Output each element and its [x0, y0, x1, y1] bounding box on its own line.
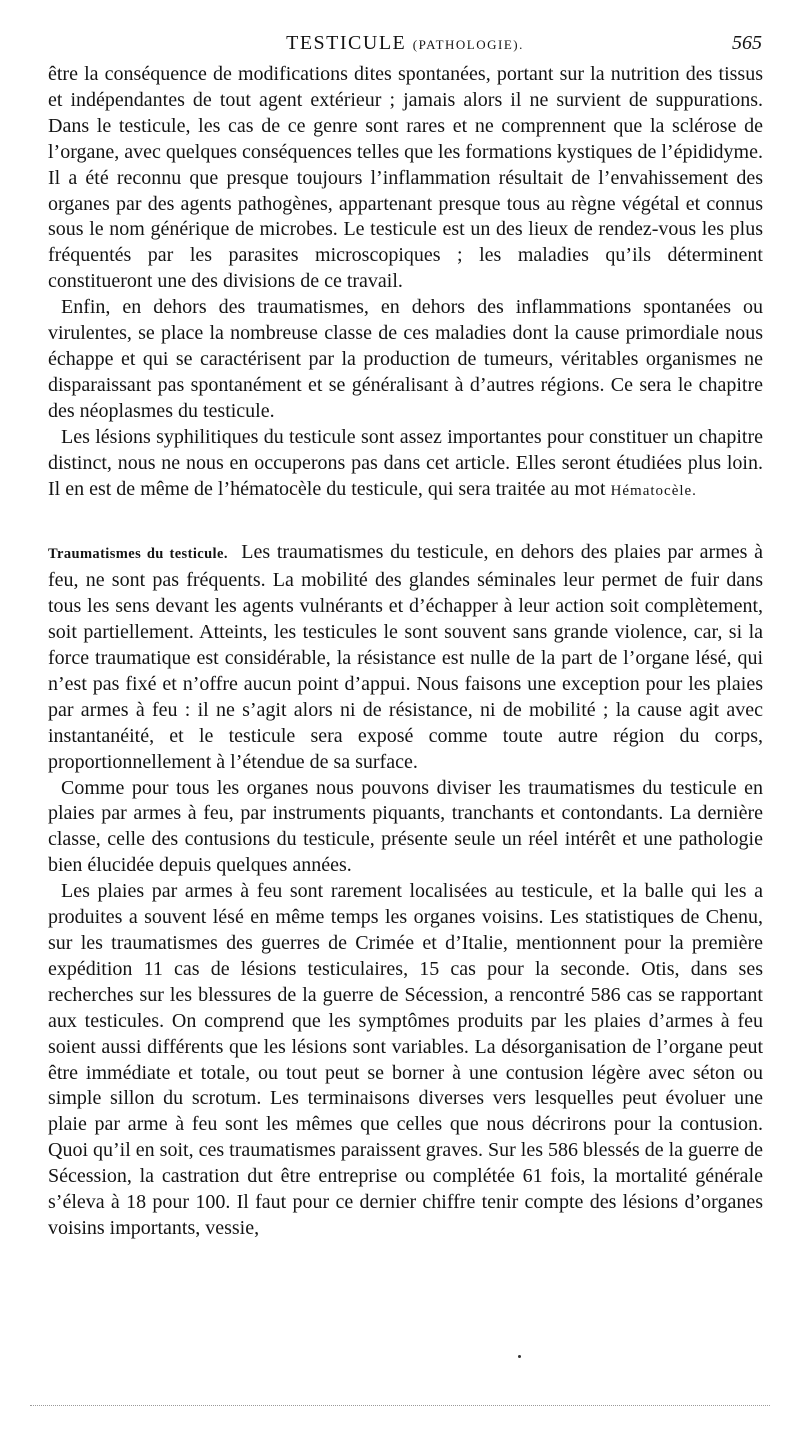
section-gap — [48, 504, 763, 540]
header-subtitle: (PATHOLOGIE). — [412, 37, 524, 52]
cross-reference-hematocele: Hématocèle. — [610, 482, 697, 499]
running-header — [48, 28, 762, 58]
print-speck — [518, 1355, 521, 1358]
paragraph-syphilitic-text: Les lésions syphilitiques du testicule sont assez importantes pour constituer un chapitre distinct, nous ne nous en occuperons pas dans cet article. Elles seront étudiées plus loin. Il en est de même de l’hématocèle du testicule, qui sera traitée au mot — [48, 425, 763, 500]
page-number: 565 — [732, 32, 762, 54]
paragraph-traumatismes-text: Les traumatismes du testicule, en dehors des plaies par armes à feu, ne sont pas fréquents. La mobilité des glandes séminales leur permet de fuir dans tous les sens devant les agents vulnérants et d’échapper à leur action soit complètement, soit partiellement. Atteints, les testicules le sont souvent sans grande violence, car, si la force traumatique est considérable, la résistance est nulle de la part de l’organe lésé, qui n’est pas fixé et n’offre aucun point d’appui. Nous faisons une exception pour les plaies par armes à feu : il ne s’agit alors ni de résistance, ni de mobilité ; la cause agit avec instantanéité, et le testicule sera exposé comme toute autre région du corps, proportionnellement à l’étendue de sa surface. — [48, 541, 764, 773]
article-body — [48, 62, 763, 1242]
paragraph-gunshot-wounds: Les plaies par armes à feu sont rarement localisées au testicule, et la balle qui les a produites a souvent lésé en même temps les organes voisins. Les statistiques de Chenu, sur les traumatismes des guerres de Crimée et d’Italie, mentionnent pour la première expédition 11 cas de lésions testiculaires, 15 cas pour la seconde. Otis, dans ses recherches sur les blessures de la guerre de Sécession, a rencontré 586 cas se rapportant aux testicules. On comprend que les symptômes produits par les plaies d’armes à feu soient aussi différents que les lésions sont variables. La désorganisation de l’organe peut être immédiate et totale, ou tout peut se borner à une contusion légère avec séton ou simple sillon du scrotum. Les terminaisons diverses vers lesquelles peut évoluer une plaie par arme à feu sont les mêmes que celles que nous décrirons pour la contusion. Quoi qu’il en soit, ces traumatismes paraissent graves. Sur les 586 blessés de la guerre de Sécession, la castration dut être entreprise ou complétée 61 fois, la mortalité générale s’éleva à 18 pour 100. Il faut pour ce dernier chiffre tenir compte des lésions d’organes voisins importants, vessie, — [48, 880, 763, 1239]
paragraph-spontaneous-lesions: être la conséquence de modifications dites spontanées, portant sur la nutrition des tissus et indépendantes de tout agent extérieur ; jamais alors il ne survient de suppurations. Dans le testicule, les cas de ce genre sont rares et ne comprennent que la sclérose de l’organe, avec quelques conséquences telles que les formations kystiques de l’épididyme. Il a été reconnu que presque toujours l’inflammation résultait de l’envahissement des organes par des agents pathogènes, appartenant presque tous au règne végétal et connus sous le nom générique de microbes. Le testicule est un des lieux de rendez-vous les plus fréquentés par les parasites microscopiques ; les maladies qu’ils déterminent constitueront une des divisions de ce travail. — [48, 63, 763, 293]
paragraph-neoplasms: Enfin, en dehors des traumatismes, en dehors des inflammations spontanées ou virulentes, se place la nombreuse classe de ces maladies dont la cause primordiale nous échappe et qui se caractérisent par la production de tumeurs, véritables organismes ne disparaissant pas spontanément et se généralisant à d’autres régions. Ce sera le chapitre des néoplasmes du testicule. — [48, 296, 763, 422]
header-title-main: TESTICULE — [286, 32, 407, 54]
section-heading-traumatismes: Traumatismes du testicule. — [48, 546, 228, 563]
paragraph-syphilitic — [48, 425, 763, 505]
paragraph-traumatismes — [48, 540, 763, 775]
paragraph-classification: Comme pour tous les organes nous pouvons diviser les traumatismes du testicule en plaies par armes à feu, par instruments piquants, tranchants et contondants. La dernière classe, celle des contusions du testicule, présente seule un réel intérêt et une pathologie bien élucidée depuis quelques années. — [48, 776, 763, 877]
header-title — [48, 28, 762, 60]
bottom-scan-artifact — [30, 1405, 770, 1406]
